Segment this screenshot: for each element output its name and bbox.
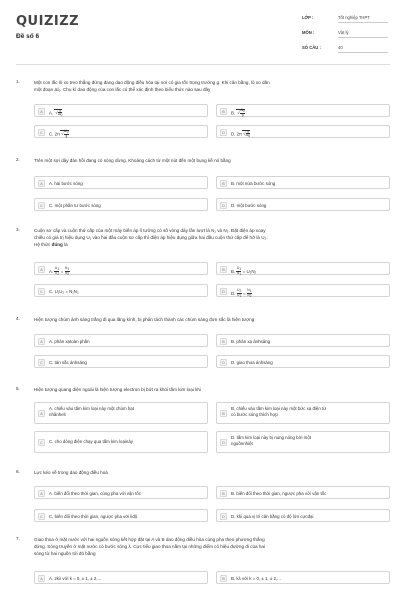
option-text: B. √ $\frac{\Delta l0}{g}$ (231, 107, 245, 117)
option-text: C. cho dòng điện chạy qua tấm kim loạinày (49, 439, 133, 444)
answer-option-b[interactable] (216, 486, 390, 499)
option-letter: B (220, 410, 227, 417)
option-letter: D (220, 129, 227, 136)
answer-option-b[interactable] (216, 176, 390, 189)
question-count-label: SỐ CÂU : (302, 45, 321, 50)
option-text: A. $\frac{U1}{U2}$ = $\frac{N1}{N2}$ (49, 265, 70, 276)
subject-underline (338, 37, 388, 38)
class-label: LỚP : (302, 15, 314, 20)
question-count-value: 40 (338, 45, 343, 50)
option-letter: D (220, 513, 227, 520)
quizizz-logo: QUIZIZZ (16, 14, 80, 29)
header-divider (16, 64, 390, 65)
option-letter: A (38, 410, 45, 417)
option-letter: C (38, 129, 45, 136)
option-text: C. U₁U₂ = N₁N₂ (49, 288, 79, 294)
answer-option-a[interactable] (34, 104, 208, 117)
class-value: Tốt nghiệp THPT (338, 15, 370, 20)
option-letter: D (220, 359, 227, 366)
answer-option-c[interactable] (34, 198, 208, 211)
option-letter: B (220, 490, 227, 497)
count-underline (338, 52, 388, 53)
question-number: 1. (16, 79, 20, 84)
answer-option-c[interactable] (34, 509, 208, 522)
question-number: 2. (16, 157, 20, 162)
question-number: 4. (16, 316, 20, 321)
answer-option-c[interactable] (34, 125, 208, 138)
question-text: Lực kéo về trong dao động điều hoà (34, 470, 108, 475)
answer-option-d[interactable] (216, 509, 390, 522)
option-text: A. biến đổi theo thời gian, cùng pha với vận tốc (49, 490, 141, 496)
option-text: D. $\frac{U2}{U1}$ = $\frac{N1}{N2}$ (231, 287, 252, 298)
question-text: Một con lắc lò xo treo thẳng đứng đang dao động điều hòa tại nơi có gia tốc trọng trường g. Khi cân bằng, lò xo dãn một đoạn Δl₀. Chu kì dao động của con lắc có thể xác định theo biểu thức nào sau đây (34, 80, 270, 93)
option-text: B. biến đổi theo thời gian, ngược pha với vận tốc (231, 490, 327, 496)
answer-option-d[interactable] (216, 284, 390, 297)
question-number: 3. (16, 227, 20, 232)
option-text: A. 2kλ với k = 0, ± 1, ± 2,... (49, 575, 102, 581)
option-letter: D (220, 288, 227, 295)
answer-option-c[interactable] (34, 355, 208, 368)
option-text: B. một nửa bước sóng (231, 180, 276, 186)
option-text: D. 2π√ $\frac{g}{\Delta l0}$ (231, 128, 251, 138)
option-text: B. $\frac{U1}{N1}$ = U₂N₂ (231, 265, 257, 276)
option-text: B. kλ với k = 0, ± 1, ± 2,... (231, 575, 281, 581)
option-text: A. √ $\frac{g}{\Delta l0}$ (49, 107, 63, 117)
option-text: A. hai bước sóng (49, 180, 83, 186)
option-letter: C (38, 288, 45, 295)
option-text: C. 2π√ $\frac{\Delta l0}{g}$ (49, 128, 69, 138)
option-text: A. chiếu vào tấm kim loại này một chùm hạt nhânheli (49, 406, 134, 417)
option-text: D. một bước sóng (231, 202, 267, 208)
question-number: 6. (16, 469, 20, 474)
subject-label: MÔN : (302, 30, 315, 35)
option-letter: A (38, 108, 45, 115)
subject-value: Vật lý (338, 30, 349, 35)
option-letter: B (220, 338, 227, 345)
option-letter: C (38, 359, 45, 366)
option-text: C. một phần tư bước sóng (49, 202, 101, 208)
answer-option-a[interactable] (34, 486, 208, 499)
answer-option-a[interactable] (34, 334, 208, 347)
answer-option-a[interactable] (34, 571, 208, 584)
option-text: D. giao thoa ánhsáng (231, 359, 273, 365)
option-letter: D (220, 202, 227, 209)
option-letter: A (38, 338, 45, 345)
question-text: Giao thoa ở mặt nước với hai nguồn sóng kết hợp đặt tại A và B dao động điều hòa cùng pha theo phương thẳng đứng. Sóng truyền ở mặt nước có bước sóng λ. Cực tiểu giao thoa nằm tại những điểm có hiệu đường đi của hai sóng từ hai nguồn tới đó bằng (34, 537, 265, 557)
answer-option-a[interactable] (34, 176, 208, 189)
option-text: B. phản xạ ánhsáng (231, 338, 271, 344)
option-letter: A (38, 180, 45, 187)
answer-option-a[interactable] (34, 402, 208, 424)
option-letter: B (220, 575, 227, 582)
option-text: B. chiếu vào tấm kim loại này một bức xạ điện từ có bước sóng thích hợp (231, 406, 327, 417)
answer-option-b[interactable] (216, 104, 390, 117)
answer-option-c[interactable] (34, 431, 208, 453)
option-letter: B (220, 108, 227, 115)
option-letter: A (38, 490, 45, 497)
exam-title: Đề số 6 (16, 33, 40, 40)
answer-option-b[interactable] (216, 571, 390, 584)
answer-option-b[interactable] (216, 402, 390, 424)
answer-option-b[interactable] (216, 334, 390, 347)
answer-option-d[interactable] (216, 355, 390, 368)
class-underline (338, 22, 388, 23)
option-text: C. biến đổi theo thời gian, ngược pha với liđộ (49, 513, 138, 519)
question-text: Cuộn sơ cấp và cuộn thứ cấp của một máy biến áp lí tưởng có số vòng dây lần lượt là N₁ và N₂. Đặt điện áp xoay chiều có giá trị hiệu dụng U₁ vào hai đầu cuộn sơ cấp thì điện áp hiệu dụng giữa hai đầu cuộn thứ cấp để hở là U₂. Hệ thức đúng là (34, 228, 268, 248)
option-letter: C (38, 513, 45, 520)
answer-option-d[interactable] (216, 198, 390, 211)
option-text: D. tấm kim loại này bị nung nóng bởi một nguồnnhiệt (231, 435, 311, 446)
answer-option-d[interactable] (216, 125, 390, 138)
question-number: 5. (16, 386, 20, 391)
worksheet-header (0, 0, 400, 60)
option-text: D. khi qua vị trí cân bằng có độ lớn cựcđại (231, 513, 314, 519)
option-text: A. phản xạtoàn phần (49, 338, 90, 344)
question-text: Trên một sợi dây đàn hồi đang có sóng dừng. Khoảng cách từ một nút đến một bụng kề nó bằng (34, 158, 231, 163)
option-text: C. tán sắc ánhsáng (49, 359, 87, 365)
answer-option-c[interactable] (34, 284, 208, 297)
answer-option-d[interactable] (216, 431, 390, 453)
question-number: 7. (16, 536, 20, 541)
question-text: Hiện tượng chùm ánh sáng trắng đi qua lăng kính, bị phân tách thành các chùm sáng đơn sắc là hiện tượng (34, 317, 255, 322)
question-text: Hiện tượng quang điện ngoài là hiện tượng electron bị bứt ra khỏi tấm kim loại khi (34, 387, 201, 392)
option-letter: B (220, 266, 227, 273)
option-letter: A (38, 575, 45, 582)
answer-option-b[interactable] (216, 262, 390, 275)
option-letter: B (220, 180, 227, 187)
option-letter: D (220, 439, 227, 446)
option-letter: C (38, 202, 45, 209)
option-letter: A (38, 266, 45, 273)
answer-option-a[interactable] (34, 262, 208, 275)
option-letter: C (38, 439, 45, 446)
